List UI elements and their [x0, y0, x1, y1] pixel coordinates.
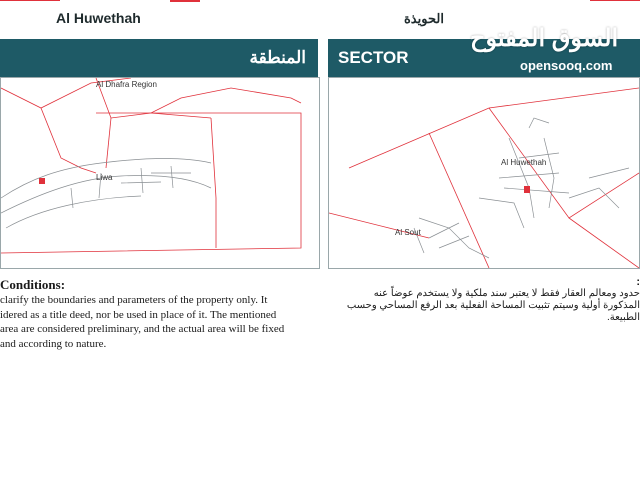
conditions-text-ar: [340, 288, 640, 324]
conditions-line-en: area are considered preliminary, and the actual area will be fixed: [0, 323, 285, 335]
top-boundary-line: [170, 0, 200, 2]
conditions-title-en: Conditions:: [0, 277, 66, 292]
region-map-drawing: [1, 78, 319, 268]
region-label: المنطقة: [249, 48, 306, 67]
conditions-text-en: [0, 293, 320, 351]
conditions-line-ar: المذكورة أولية وسيتم تثبيت المساحة الفعلية بعد الرفع المساحي وحسب الطبيعة.: [346, 300, 640, 323]
sector-map-drawing: [329, 78, 639, 268]
map-label-town: Liwa: [96, 173, 113, 182]
page-title-ar: الحويذة: [404, 11, 444, 26]
top-boundary-line: [0, 0, 60, 1]
conditions-line-en: and according to nature.: [0, 337, 107, 350]
map-label-sector: Al Huwethah: [501, 158, 547, 167]
opensooq-logo-ar: السوق المفتوح: [470, 25, 619, 52]
conditions-line-ar: حدود ومعالم العقار فقط لا يعتبر سند ملكية ولا يستخدم عوضاً عنه: [373, 288, 640, 299]
conditions-line-en: idered as a title deed, nor be used in place of it. The mentioned: [0, 308, 277, 321]
left-panel-header: [0, 39, 318, 77]
map-label-neighbor: Al Sout: [395, 228, 421, 237]
sector-label: SECTOR: [338, 48, 409, 67]
top-boundary-line: [590, 0, 640, 1]
sector-map: [328, 77, 640, 269]
map-label-region: Al Dhafra Region: [96, 80, 157, 89]
conditions-line-en: clarify the boundaries and parameters of the property only. It: [0, 294, 268, 306]
conditions-title-ar: :: [636, 276, 640, 288]
page-title-en: Al Huwethah: [56, 10, 141, 26]
opensooq-logo-en: opensooq.com: [520, 58, 613, 73]
region-map: [0, 77, 320, 269]
